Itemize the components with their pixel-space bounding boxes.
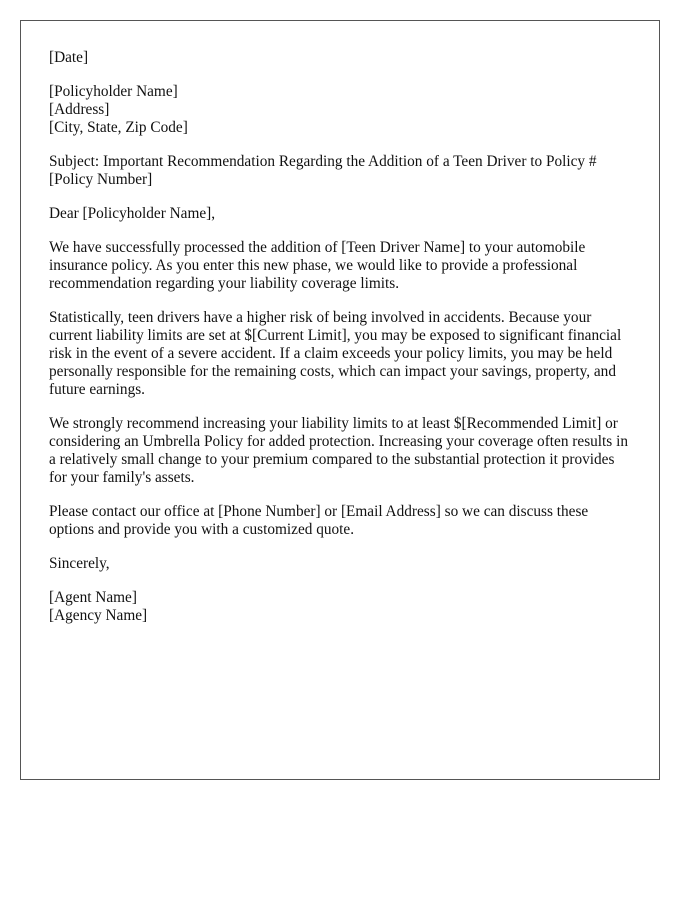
recipient-address: [Address] (49, 101, 110, 118)
letter-closing: Sincerely, (49, 555, 110, 572)
body-paragraph-2: Statistically, teen drivers have a higher risk of being involved in accidents. Because your current liability limits are set at $[Current Limit], you may be exposed to significant financial risk in the event of a severe accident. If a claim exceeds your policy limits, you may be held personally responsible for the remaining costs, which can impact your savings, property, and future earnings. (49, 309, 622, 398)
recipient-city-state-zip: [City, State, Zip Code] (49, 119, 188, 136)
body-paragraph-1: We have successfully processed the addition of [Teen Driver Name] to your automobile insurance policy. As you enter this new phase, we would like to provide a professional recommendation regarding your liability coverage limits. (49, 239, 586, 292)
body-paragraph-4: Please contact our office at [Phone Number] or [Email Address] so we can discuss these options and provide you with a customized quote. (49, 503, 589, 538)
letter-salutation: Dear [Policyholder Name], (49, 205, 216, 222)
body-paragraph-3: We strongly recommend increasing your liability limits to at least $[Recommended Limit] or considering an Umbrella Policy for added protection. Increasing your coverage often results in a relatively small change to your premium compared to the substantial protection it provides for your family's assets. (49, 415, 628, 486)
recipient-name: [Policyholder Name] (49, 83, 178, 100)
letter-date: [Date] (49, 49, 89, 66)
letter-subject: Subject: Important Recommendation Regarding the Addition of a Teen Driver to Policy # [Policy Number] (49, 153, 597, 188)
letter-page (20, 20, 660, 780)
agent-name: [Agent Name] (49, 589, 137, 606)
agency-name: [Agency Name] (49, 607, 148, 624)
recipient-block (49, 83, 631, 137)
signature-block (49, 589, 631, 625)
